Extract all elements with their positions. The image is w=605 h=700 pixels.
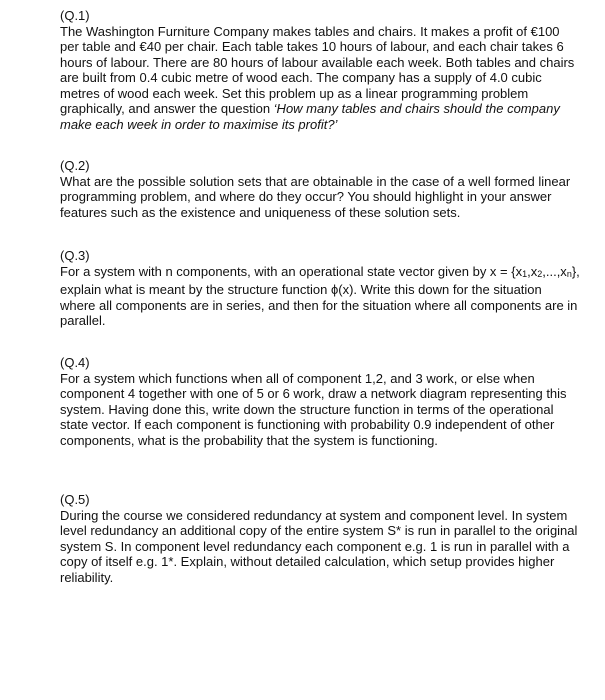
- subscript-2: 2: [537, 268, 543, 279]
- question-4-number: (Q.4): [60, 355, 90, 370]
- question-3-text-b: ,x: [527, 263, 538, 279]
- question-1: [60, 8, 580, 132]
- question-5: [60, 492, 580, 585]
- subscript-1: 1: [522, 268, 528, 279]
- question-3-text-a: For a system with n components, with an operational state vector given by x = {x: [60, 263, 523, 279]
- subscript-n: n: [566, 268, 572, 279]
- question-3-text: [60, 264, 580, 329]
- question-1-text-italic: ‘How many tables and chairs should the company make each week in order to maximise its profit?’: [60, 101, 560, 132]
- question-2: [60, 158, 580, 220]
- question-3: [60, 248, 580, 329]
- question-5-text: During the course we considered redundancy at system and component level. In system level redundancy an additional copy of the entire system S* is run in parallel to the original system S. In component level redundancy each component e.g. 1 is run in parallel with a copy of itself e.g. 1*. Explain, without detailed calculation, which setup provides higher reliability.: [60, 507, 578, 585]
- question-4-text: For a system which functions when all of component 1,2, and 3 work, or else when component 4 together with one of 5 or 6 work, draw a network diagram representing this system. Having done this, write down the structure function in terms of the operational state vector. If each component is functioning with probability 0.9 independent of other components, what is the probability that the system is functioning.: [60, 370, 567, 448]
- question-3-text-c: ,...,x: [542, 263, 567, 279]
- question-2-text: What are the possible solution sets that are obtainable in the case of a well formed linear programming problem, and where do they occur? You should highlight in your answer features such as the existence and uniqueness of these solution sets.: [60, 173, 571, 220]
- question-3-number: (Q.3): [60, 248, 90, 263]
- question-4: [60, 355, 580, 448]
- question-3-text-d: }, explain what is meant by the structure function ϕ(x). Write this down for the situation where all components are in series, and then for the situation where all components are in parallel.: [60, 263, 580, 328]
- question-1-number: (Q.1): [60, 8, 90, 23]
- question-5-number: (Q.5): [60, 492, 90, 507]
- question-2-number: (Q.2): [60, 158, 90, 173]
- question-1-text: [60, 24, 580, 133]
- question-1-text-main: The Washington Furniture Company makes tables and chairs. It makes a profit of €100 per table and €40 per chair. Each table takes 10 hours of labour, and each chair takes 6 hours of labour. There are 80 hours of labour available each week. Both tables and chairs are built from 0.4 cubic metre of wood each. The company has a supply of 4.0 cubic metres of wood each week. Set this problem up as a linear programming problem graphically, and answer the question: [60, 23, 575, 116]
